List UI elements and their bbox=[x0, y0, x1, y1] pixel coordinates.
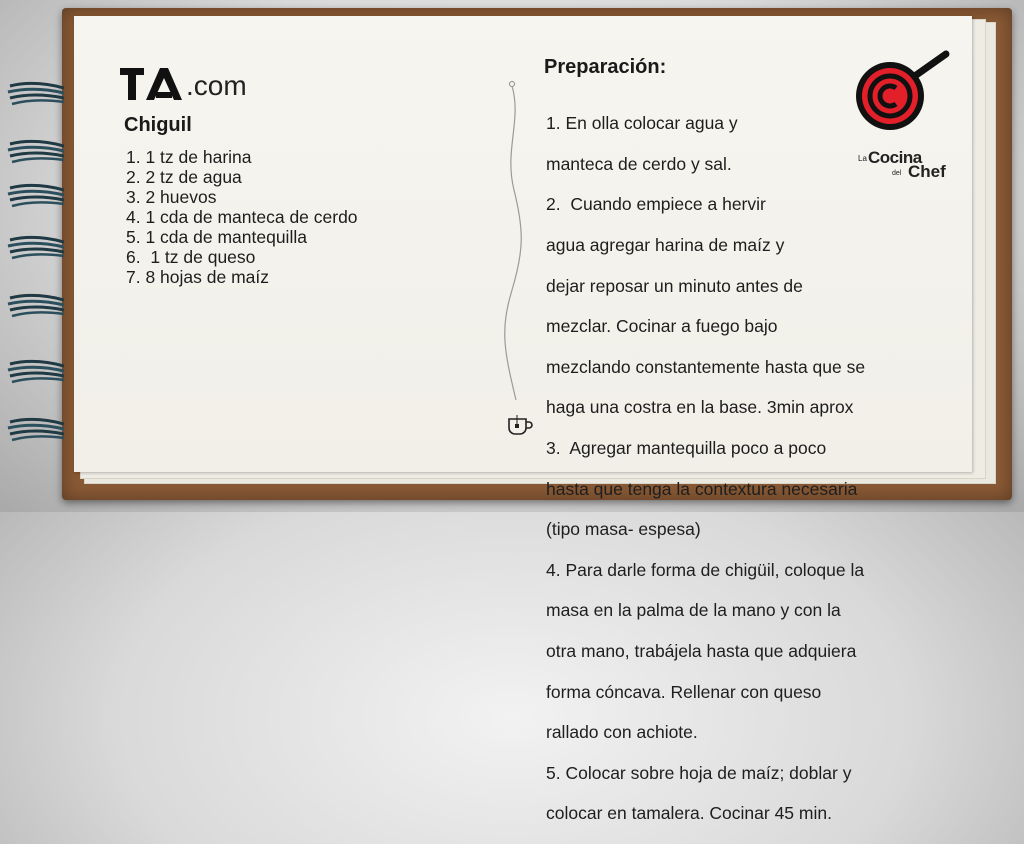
step-line: manteca de cerdo y sal. bbox=[546, 153, 732, 174]
spiral-ring-icon bbox=[4, 180, 64, 214]
step-line: 1. En olla colocar agua y bbox=[546, 113, 738, 134]
step-line: 2. Cuando empiece a hervir bbox=[546, 194, 766, 215]
step-line: colocar en tamalera. Cocinar 45 min. bbox=[546, 803, 832, 824]
chef-logo-chef: Chef bbox=[908, 162, 946, 181]
step-line: mezclar. Cocinar a fuego bajo bbox=[546, 316, 778, 337]
step-line: mezclando constantemente hasta que se bbox=[546, 356, 866, 377]
step-line: masa en la palma de la mano y con la bbox=[546, 600, 841, 621]
step-line: rallado con achiote. bbox=[546, 722, 698, 743]
ingredient-item: 1. 1 tz de harina bbox=[126, 147, 252, 167]
ingredient-item: 6. 1 tz de queso bbox=[126, 247, 256, 267]
step-line: 3. Agregar mantequilla poco a poco bbox=[546, 438, 827, 459]
chef-logo-la: La bbox=[858, 154, 867, 163]
step-line: (tipo masa- espesa) bbox=[546, 519, 701, 540]
step-line: forma cóncava. Rellenar con queso bbox=[546, 681, 822, 702]
wavy-divider bbox=[500, 80, 530, 410]
spiral-ring-icon bbox=[4, 232, 64, 266]
chef-logo-cocina: Cocina bbox=[868, 148, 922, 167]
preparation-steps bbox=[546, 93, 926, 844]
step-line: dejar reposar un minuto antes de bbox=[546, 275, 803, 296]
ingredient-item: 3. 2 huevos bbox=[126, 187, 217, 207]
step-line: agua agregar harina de maíz y bbox=[546, 235, 785, 256]
step-line: 5. Colocar sobre hoja de maíz; doblar y bbox=[546, 762, 852, 783]
spiral-ring-icon bbox=[4, 356, 64, 390]
step-line: otra mano, trabájela hasta que adquiera bbox=[546, 641, 857, 662]
spiral-ring-icon bbox=[4, 290, 64, 324]
teacup-icon bbox=[506, 414, 536, 436]
spiral-ring-icon bbox=[4, 78, 64, 112]
ingredient-item: 7. 8 hojas de maíz bbox=[126, 267, 269, 287]
step-line: 4. Para darle forma de chigüil, coloque la bbox=[546, 559, 865, 580]
logo-domain: .com bbox=[186, 70, 247, 101]
spiral-ring-icon bbox=[4, 414, 64, 448]
frying-pan-logo-icon bbox=[852, 48, 954, 148]
preparation-title: Preparación: bbox=[544, 56, 667, 78]
recipe-title: Chiguil bbox=[124, 114, 192, 136]
ingredient-item: 5. 1 cda de mantequilla bbox=[126, 227, 307, 247]
spiral-ring-icon bbox=[4, 136, 64, 170]
step-line: hasta que tenga la contextura necesaria bbox=[546, 478, 858, 499]
ingredient-item: 2. 2 tz de agua bbox=[126, 167, 242, 187]
chef-logo-del: del bbox=[892, 170, 902, 177]
ingredient-item: 4. 1 cda de manteca de cerdo bbox=[126, 207, 358, 227]
ingredients-list bbox=[126, 147, 358, 287]
step-line: haga una costra en la base. 3min aprox bbox=[546, 397, 854, 418]
ta-logo-icon bbox=[120, 64, 184, 104]
